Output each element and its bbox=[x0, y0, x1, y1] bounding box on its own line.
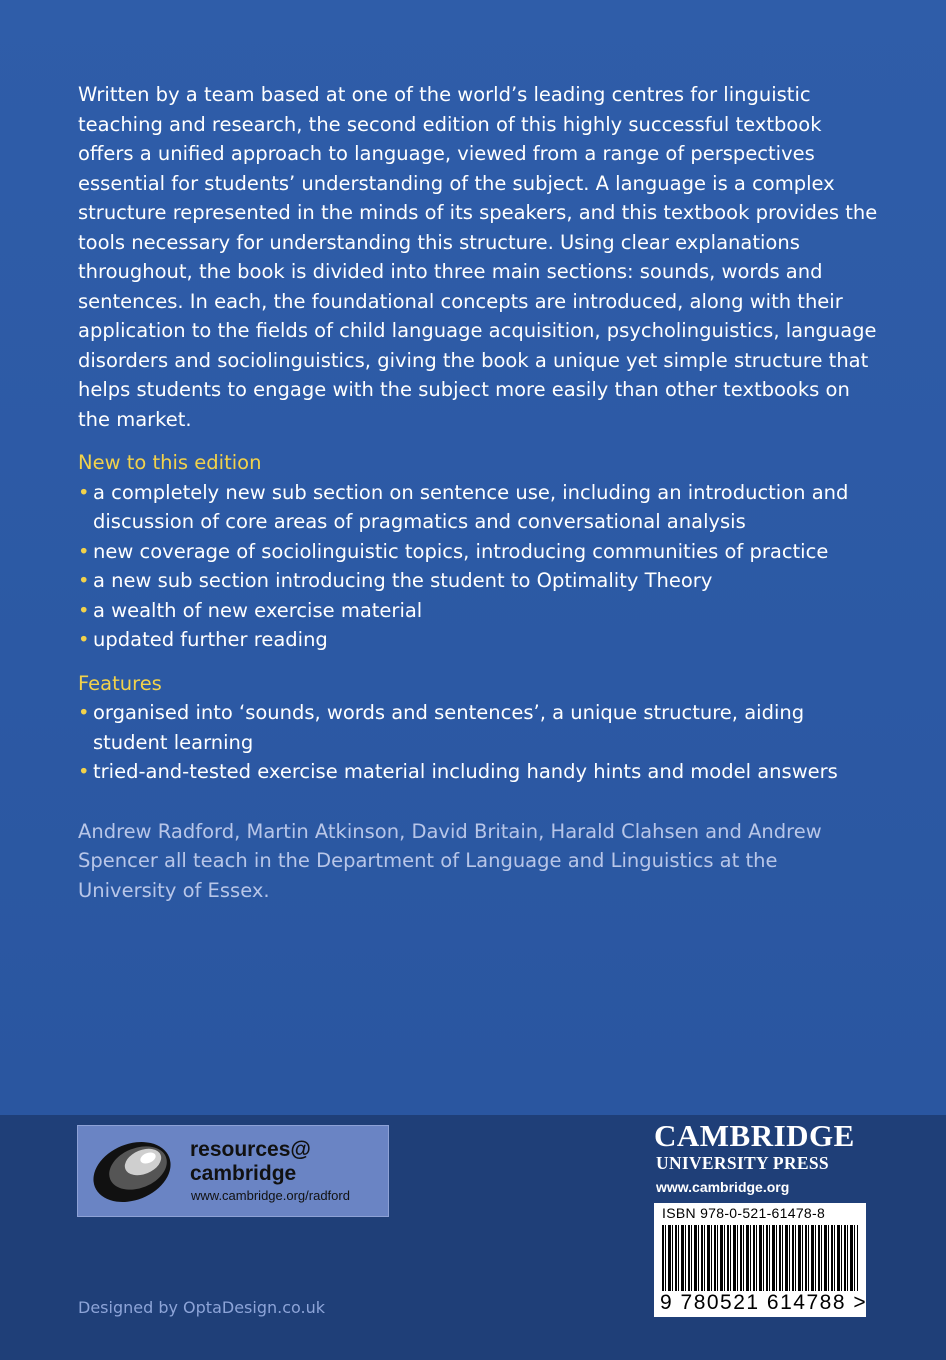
list-item bbox=[78, 566, 878, 596]
new-edition-heading: New to this edition bbox=[78, 451, 262, 474]
new-edition-list bbox=[78, 478, 878, 655]
publisher-name: CAMBRIDGE bbox=[654, 1118, 855, 1153]
list-item bbox=[78, 537, 878, 567]
list-item bbox=[78, 757, 878, 787]
barcode-bars bbox=[662, 1225, 858, 1291]
book-blurb: Written by a team based at one of the world’s leading centres for linguistic teaching and research, the second edition of this highly successful textbook offers a unified approach to language, viewed from a range of perspectives essential for students’ understanding of the subject. A language is a complex structure represented in the minds of its speakers, and this textbook provides the tools necessary for understanding this structure. Using clear explanations throughout, the book is divided into three main sections: sounds, words and sentences. In each, the foundational concepts are introduced, along with their application to the fields of child language acquisition, psycholinguistics, language disorders and sociolinguistics, giving the book a unique yet simple structure that helps students to engage with the subject more easily than other textbooks on the market. bbox=[78, 83, 878, 431]
bullet-icon: • bbox=[78, 539, 90, 563]
list-item bbox=[78, 698, 878, 757]
list-item-text: a wealth of new exercise material bbox=[93, 598, 423, 622]
list-item bbox=[78, 596, 878, 626]
resources-title-line2: cambridge bbox=[190, 1162, 297, 1185]
list-item-text: tried-and-tested exercise material including handy hints and model answers bbox=[93, 760, 838, 783]
list-item-text: new coverage of sociolinguistic topics, introducing communities of practice bbox=[93, 539, 829, 563]
list-item-text: a completely new sub section on sentence use, including an introduction and discussion of core areas of pragmatics and conversational analysis bbox=[93, 480, 849, 533]
list-item-text: organised into ‘sounds, words and sentences’, a unique structure, aiding student learning bbox=[93, 701, 805, 754]
bullet-icon: • bbox=[78, 569, 90, 592]
bullet-icon: • bbox=[78, 480, 90, 504]
bullet-icon: • bbox=[78, 598, 90, 622]
bullet-icon: • bbox=[78, 628, 90, 651]
list-item-text: a new sub section introducing the student to Optimality Theory bbox=[93, 569, 713, 592]
features-heading: Features bbox=[78, 671, 162, 695]
isbn-label: ISBN 978-0-521-61478-8 bbox=[662, 1205, 826, 1221]
resources-badge bbox=[77, 1125, 389, 1217]
bullet-icon: • bbox=[78, 760, 90, 783]
publisher-url[interactable]: www.cambridge.org bbox=[656, 1179, 790, 1195]
bullet-icon: • bbox=[78, 701, 90, 724]
publisher-press: UNIVERSITY PRESS bbox=[656, 1153, 829, 1173]
cover-text-block bbox=[78, 80, 878, 905]
resources-title-line1: resources@ bbox=[190, 1138, 311, 1161]
isbn-barcode bbox=[654, 1203, 866, 1317]
list-item-text: updated further reading bbox=[93, 628, 328, 651]
barcode-number: 9 780521 614788 > bbox=[660, 1291, 868, 1314]
author-bio: Andrew Radford, Martin Atkinson, David Britain, Harald Clahsen and Andrew Spencer all teach in the Department of Language and Linguistics at the University of Essex. bbox=[78, 819, 822, 902]
resources-logo-icon bbox=[88, 1134, 180, 1208]
designer-credit: Designed by OptaDesign.co.uk bbox=[78, 1298, 325, 1317]
list-item bbox=[78, 625, 878, 655]
features-list bbox=[78, 698, 878, 787]
list-item bbox=[78, 478, 878, 537]
resources-url[interactable]: www.cambridge.org/radford bbox=[191, 1188, 350, 1203]
